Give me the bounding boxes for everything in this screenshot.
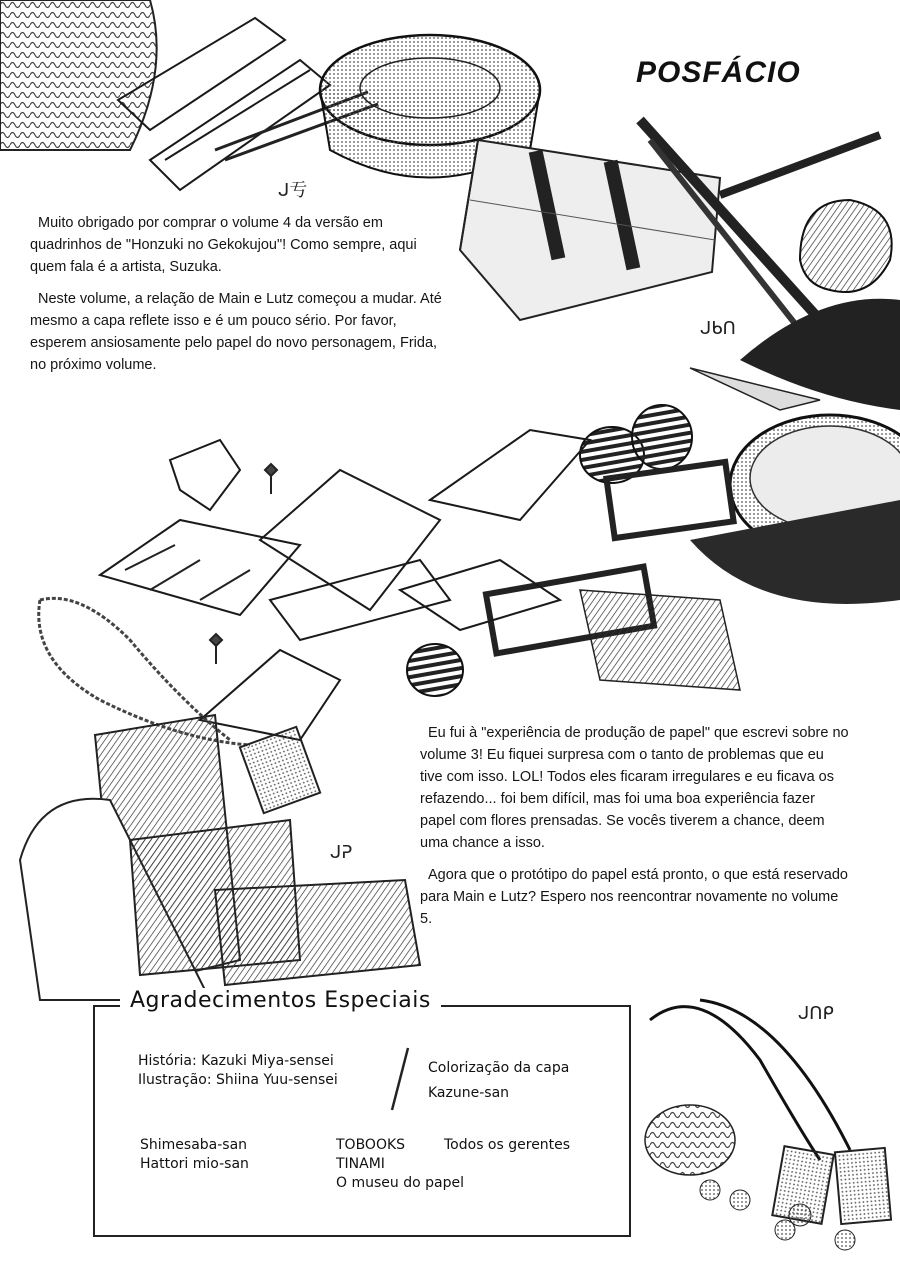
signature-glyph-4: ᒍᑎᑭ — [798, 1003, 834, 1024]
pendants-drawing — [645, 1000, 891, 1250]
thanks-name: Shimesaba-san — [140, 1137, 248, 1153]
credit-line: Ilustração: Shiina Yuu-sensei — [138, 1072, 338, 1088]
story-paragraph: Agora que o protótipo do papel está pronto, o que está reservado para Main e Lutz? Espero nos reencontrar novamente no volume 5. — [420, 867, 848, 927]
story-text — [420, 722, 850, 940]
credits-right — [428, 1056, 569, 1106]
special-thanks-title: Agradecimentos Especiais — [120, 988, 441, 1013]
signature-glyph-2: ᒍᑲᑎ — [700, 318, 736, 339]
thanks-name: Hattori mio-san — [140, 1156, 249, 1172]
signature-glyph-3: ᒍᕈ — [330, 842, 353, 863]
credits-left — [138, 1052, 338, 1090]
thanks-name: TOBOOKS — [336, 1137, 406, 1153]
signature-glyph-1: ᒍ亐 — [278, 180, 308, 201]
thanks-name: TINAMI — [336, 1156, 385, 1172]
thanks-name: O museu do papel — [336, 1175, 464, 1191]
intro-paragraph: Neste volume, a relação de Main e Lutz começou a mudar. Até mesmo a capa reflete isso e é um pouco sério. Por favor, esperem ansiosamente pelo papel do novo personagem, Frida, no próximo volume. — [30, 291, 442, 373]
names-col-3 — [444, 1136, 570, 1155]
wooden-tablets-drawing — [20, 715, 420, 1000]
special-thanks-box — [93, 1005, 631, 1237]
names-col-1 — [140, 1136, 249, 1174]
intro-paragraph: Muito obrigado por comprar o volume 4 da versão em quadrinhos de "Honzuki no Gekokujou"! Como sempre, aqui quem fala é a artista, Suzuka. — [30, 215, 417, 275]
story-paragraph: Eu fui à "experiência de produção de papel" que escrevi sobre no volume 3! Eu fiquei surpresa com o tanto de problemas que eu tive com isso. LOL! Todos eles ficaram irregulares e eu ficava os refazendo... foi bem difícil, mas foi uma boa experiência fazer papel com flores prensadas. Se vocês tiverem a chance, deem uma chance a isso. — [420, 725, 849, 851]
credit-line: Kazune-san — [428, 1085, 510, 1101]
bowl-drawing — [690, 415, 900, 604]
paper-sheets-drawing — [100, 430, 590, 740]
knife-leaf-drawing — [690, 299, 900, 410]
thanks-name: Todos os gerentes — [444, 1137, 571, 1153]
basket-drawing — [0, 0, 157, 150]
intro-text — [30, 212, 450, 386]
credit-line: Colorização da capa — [428, 1060, 570, 1076]
page-title: POSFÁCIO — [636, 56, 801, 89]
origami-drawing — [170, 440, 277, 664]
bulb-drawing — [800, 200, 892, 292]
credit-line: História: Kazuki Miya-sensei — [138, 1053, 334, 1069]
